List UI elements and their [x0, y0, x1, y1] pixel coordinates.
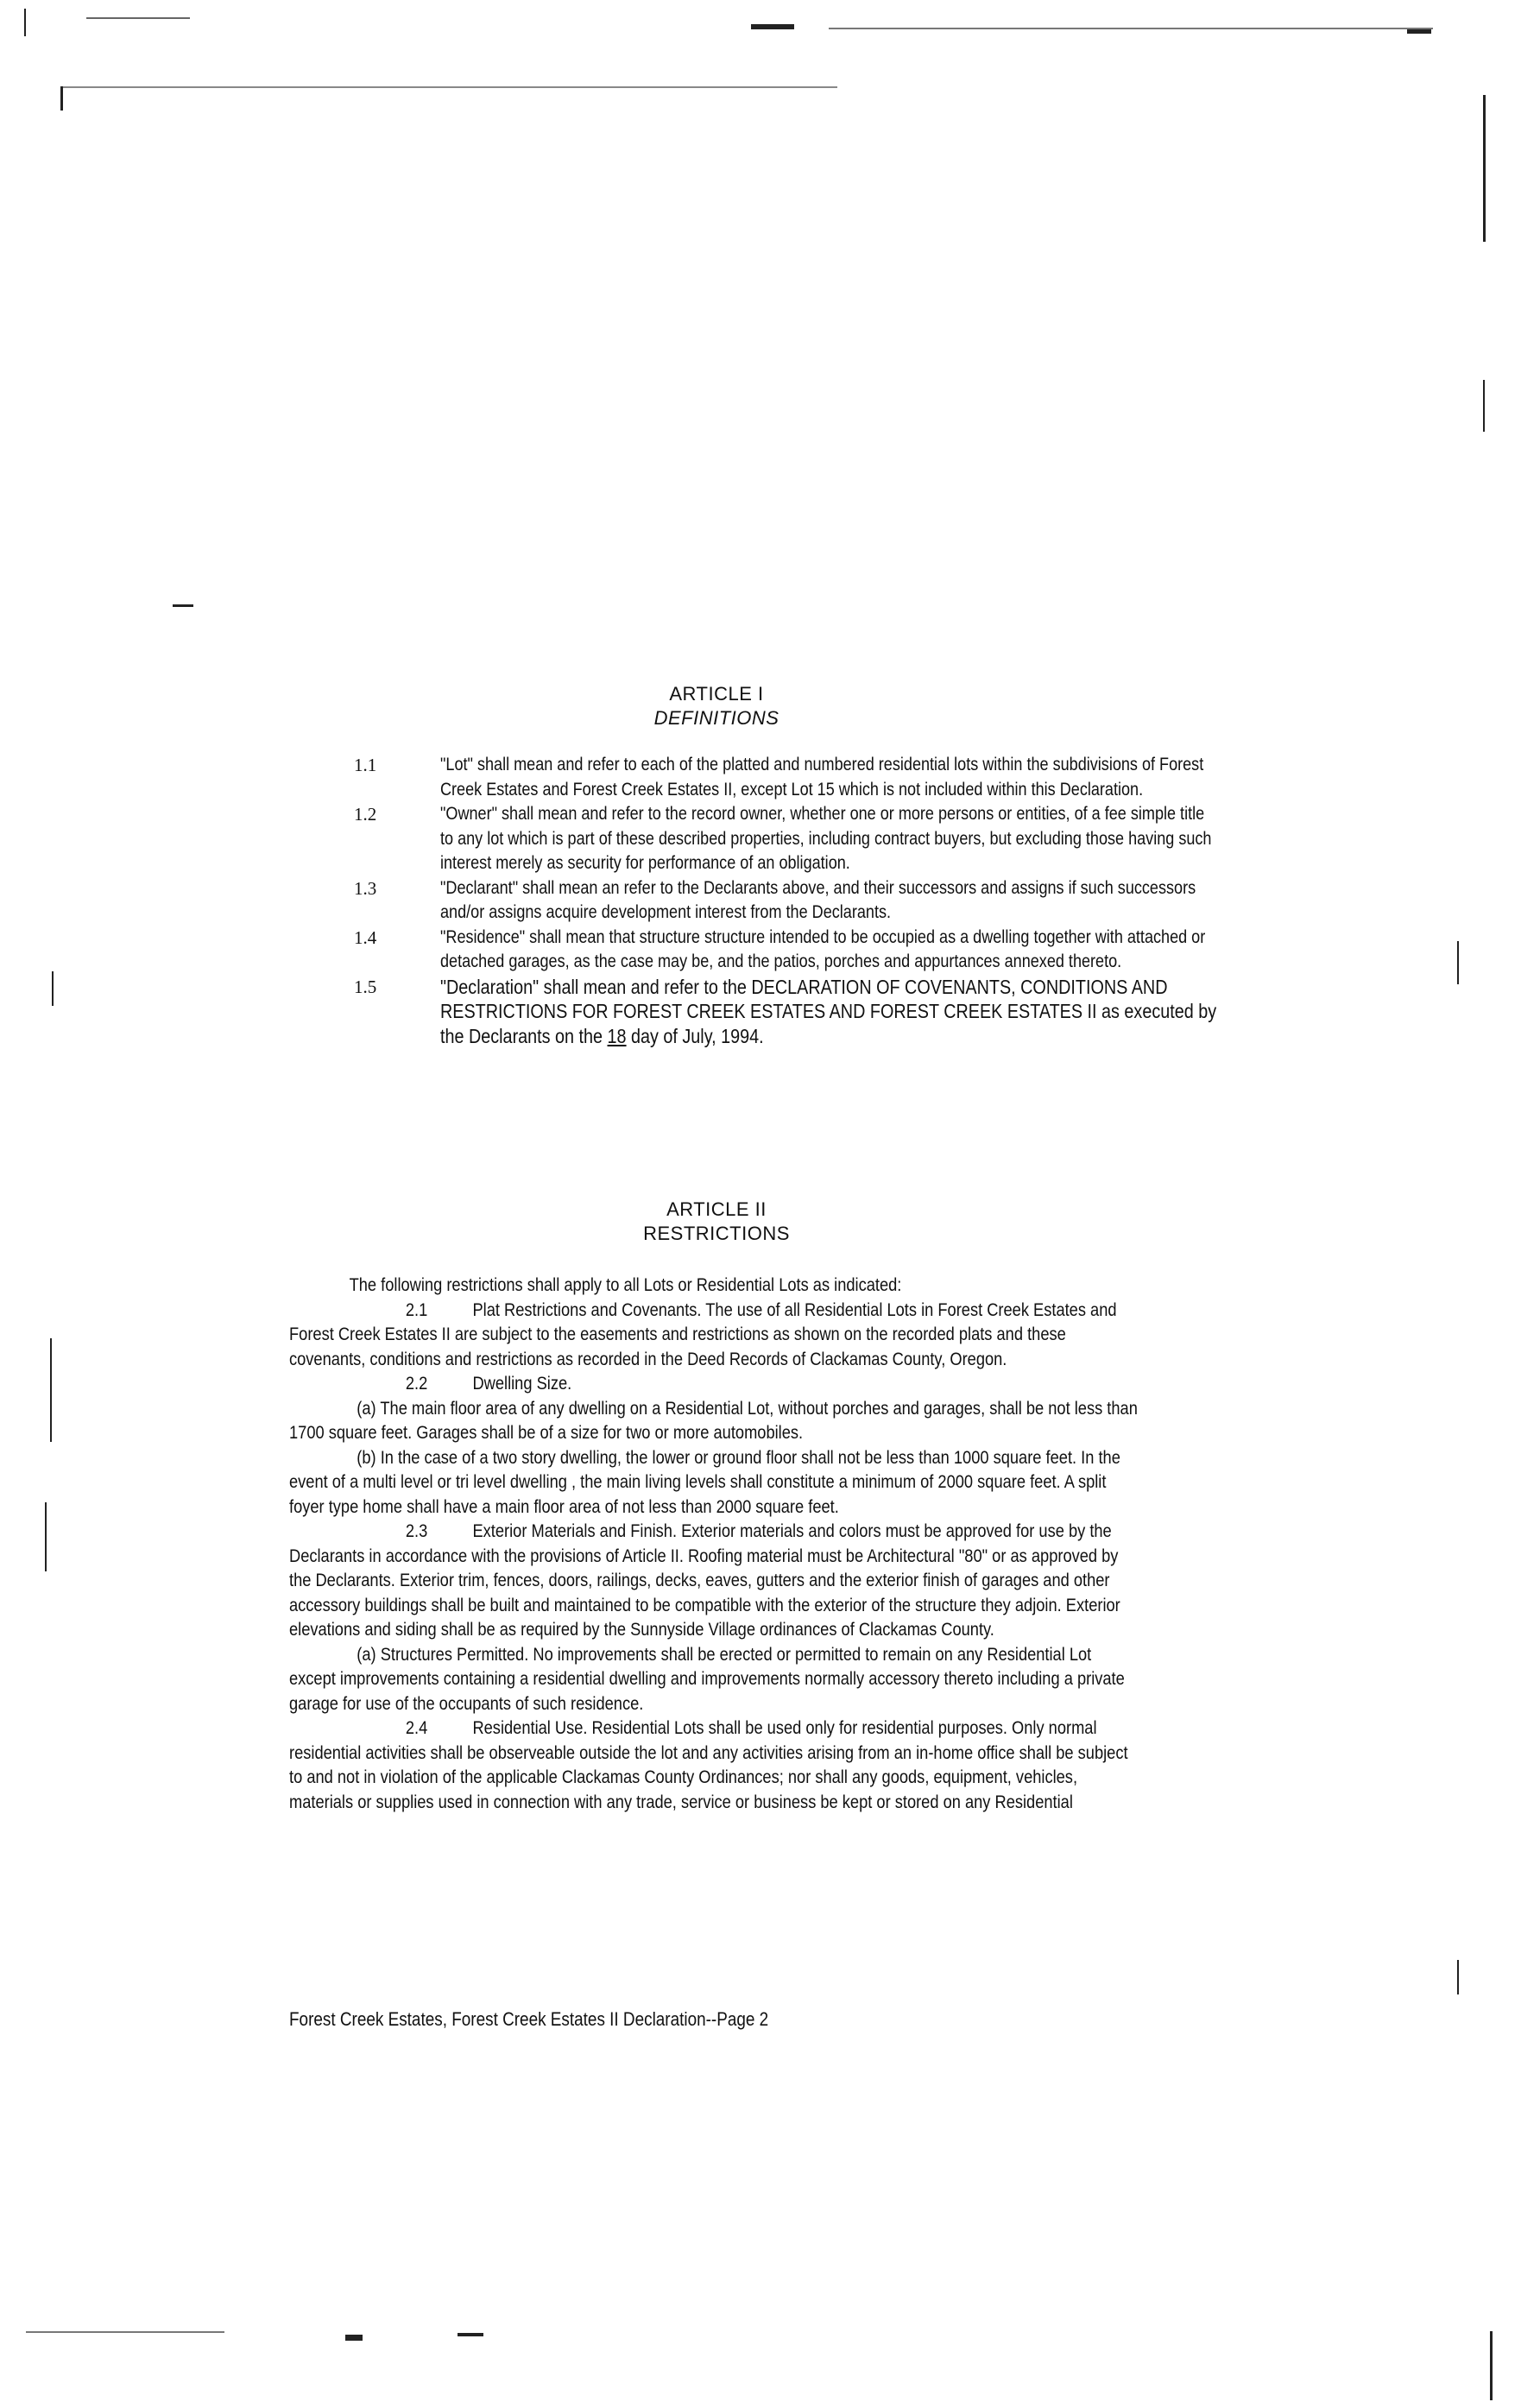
scan-artifact-right-edge: [1483, 95, 1486, 242]
definition-number: 1.5: [354, 976, 377, 997]
scan-artifact-right-edge-4: [1457, 1960, 1459, 1994]
definition-item: [354, 802, 1212, 876]
section-text: Exterior Materials and Finish. Exterior materials and colors must be approved for use by the Declarants in accordance with the provisions of Article II. Roofing material must be Architectural "80" or as approved by the Declarants. Exterior trim, fences, doors, railings, decks, eaves, gutters and the exterior finish of garages and other accessory buildings shall be built and maintained to be compatible with the exterior of the structure they adjoin. Exterior elevations and siding shall be as required by the Sunnyside Village ordinances of Clackamas County.: [289, 1521, 1120, 1640]
definition-item: [354, 975, 1217, 1049]
definition-text: "Lot" shall mean and refer to each of the platted and numbered residential lots within the subdivisions of Forest Creek Estates and Forest Creek Estates II, except Lot 15 which is not included within this Declaration.: [440, 755, 1204, 800]
scan-artifact-top-dash: [86, 17, 190, 19]
article-2-heading: [0, 1198, 1433, 1246]
definition-item: [354, 876, 1200, 926]
scan-artifact-left-mid-2: [50, 1338, 52, 1442]
section-2-3-a: [289, 1643, 1138, 1717]
section-2-2: [289, 1372, 1138, 1397]
section-number: 2.2: [405, 1374, 428, 1394]
section-number: 2.4: [405, 1718, 428, 1738]
declaration-day-blank: 18: [607, 1024, 627, 1047]
article-1-subtitle: DEFINITIONS: [653, 707, 779, 729]
section-2-2-b: [289, 1446, 1138, 1520]
definition-text-part-b: day of July, 1994.: [626, 1024, 764, 1047]
section-2-3: [289, 1520, 1138, 1643]
definition-text-part-a: "Declaration" shall mean and refer to the DECLARATION OF COVENANTS, CONDITIONS AND RESTRICTIONS FOR FOREST CREEK ESTATES AND FOREST CREEK ESTATES II as executed by the Declarants on the: [440, 975, 1217, 1047]
article-1-heading: [0, 682, 1433, 730]
definitions-list: [354, 753, 1217, 1048]
section-text: Dwelling Size.: [472, 1374, 572, 1394]
scan-artifact-top-mid: [751, 24, 794, 29]
definition-item: [354, 926, 1206, 975]
scan-artifact-right-edge-2: [1483, 380, 1485, 432]
definition-text: "Declarant" shall mean an refer to the Declarants above, and their successors and assigns if such successors and/or assigns acquire development interest from the Declarants.: [440, 877, 1196, 922]
scan-artifact-second-row: [60, 86, 837, 88]
definition-text: [440, 975, 1220, 1049]
section-text: (a) Structures Permitted. No improvements shall be erected or permitted to remain on any Residential Lot except improvements containing a residential dwelling and improvements normally accessory thereto including a private garage for use of the occupants of such residence.: [289, 1644, 1125, 1714]
scan-artifact-bottom-blob-1: [345, 2335, 363, 2341]
definition-number: 1.3: [354, 877, 377, 899]
scan-artifact-right-edge-bottom: [1490, 2331, 1493, 2400]
definition-number: 1.2: [354, 804, 377, 825]
scan-artifact-dots-left: [173, 604, 193, 607]
scan-artifact-top-right: [1407, 29, 1431, 34]
definition-text: "Residence" shall mean that structure structure intended to be occupied as a dwelling together with attached or detached garages, as the case may be, and the patios, porches and appurtances annexed thereto.: [440, 926, 1206, 971]
scan-artifact-right-edge-3: [1457, 941, 1459, 984]
page-footer: Forest Creek Estates, Forest Creek Estates II Declaration--Page 2: [289, 2008, 769, 2030]
section-2-1: [289, 1299, 1138, 1373]
scan-artifact-left-mid-3: [45, 1502, 47, 1571]
section-text: Plat Restrictions and Covenants. The use of all Residential Lots in Forest Creek Estates and Forest Creek Estates II are subject to the easements and restrictions as shown on the recorded plats and these covenants, conditions and restrictions as recorded in the Deed Records of Clackamas County, Oregon.: [289, 1299, 1117, 1369]
section-2-4: [289, 1716, 1138, 1815]
scan-artifact-top-left: [24, 9, 26, 36]
scan-artifact-left-curve: [60, 86, 63, 111]
section-text: (b) In the case of a two story dwelling, the lower or ground floor shall not be less than 1000 square feet. In the event of a multi level or tri level dwelling , the main living levels shall constitute a minimum of 2000 square feet. A split foyer type home shall have a main floor area of not less than 2000 square feet.: [289, 1447, 1120, 1517]
scan-artifact-bottom-row: [26, 2331, 224, 2333]
scan-artifact-top-line: [829, 28, 1433, 29]
definition-text: "Owner" shall mean and refer to the record owner, whether one or more persons or entities, of a fee simple title to any lot which is part of these described properties, including contract buyers, but excluding those having such interest merely as security for performance of an obligation.: [440, 804, 1212, 873]
scan-artifact-bottom-blob-2: [458, 2333, 483, 2336]
scan-artifact-left-mid-1: [52, 971, 54, 1006]
definition-item: [354, 753, 1204, 802]
restrictions-intro: The following restrictions shall apply to all Lots or Residential Lots as indicated:: [349, 1275, 902, 1295]
section-number: 2.3: [405, 1521, 428, 1541]
section-text: (a) The main floor area of any dwelling on a Residential Lot, without porches and garages, shall be not less than 1700 square feet. Garages shall be of a size for two or more automobiles.: [289, 1398, 1138, 1443]
section-number: 2.1: [405, 1299, 428, 1320]
article-1-title: ARTICLE I: [669, 683, 764, 705]
restrictions-body: [289, 1274, 1138, 1815]
definition-number: 1.1: [354, 755, 377, 775]
article-2-subtitle: RESTRICTIONS: [643, 1223, 790, 1244]
definition-number: 1.4: [354, 926, 377, 948]
article-2-title: ARTICLE II: [666, 1198, 767, 1220]
section-text: Residential Use. Residential Lots shall be used only for residential purposes. Only normal residential activities shall be observeable outside the lot and any activities arising from an in-home office shall be subject to and not in violation of the applicable Clackamas County Ordinances; nor shall any goods, equipment, vehicles, materials or supplies used in connection with any trade, service or business be kept or stored on any Residential: [289, 1718, 1128, 1812]
section-2-2-a: [289, 1397, 1138, 1446]
